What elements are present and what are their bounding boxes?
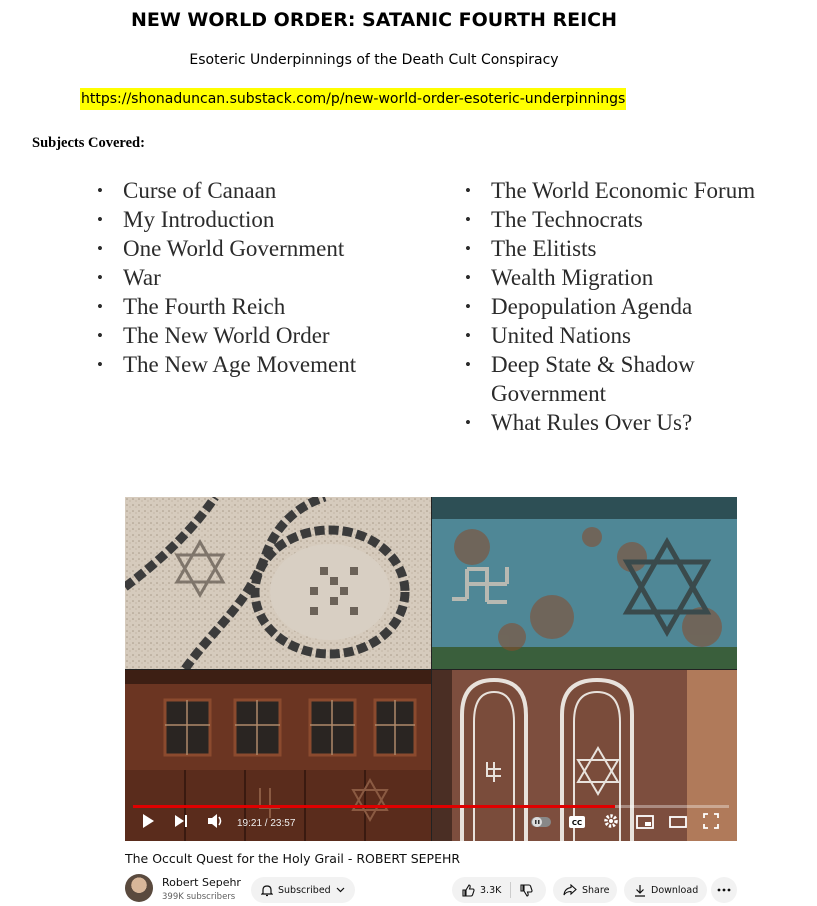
subject-item: • The Elitists bbox=[465, 234, 765, 263]
volume-icon[interactable] bbox=[207, 813, 225, 835]
captions-icon[interactable] bbox=[568, 813, 586, 835]
progress-fill bbox=[133, 805, 615, 808]
video-player[interactable] bbox=[125, 497, 737, 841]
subjects-heading: Subjects Covered: bbox=[32, 135, 145, 151]
subscriber-count: 399K subscribers bbox=[162, 892, 236, 902]
subject-item: • United Nations bbox=[465, 321, 765, 350]
subject-item: • Depopulation Agenda bbox=[465, 292, 765, 321]
download-button[interactable] bbox=[624, 877, 707, 903]
gate-thumbnail-panel bbox=[432, 497, 737, 669]
channel-name[interactable]: Robert Sepehr bbox=[162, 876, 241, 889]
time-display: 19:21 / 23:57 bbox=[237, 818, 296, 829]
autoplay-toggle[interactable] bbox=[530, 813, 552, 835]
subject-item: • Curse of Canaan bbox=[97, 176, 397, 205]
thumbs-down-icon[interactable] bbox=[520, 884, 533, 897]
thumbs-up-icon[interactable] bbox=[462, 884, 475, 897]
document-subtitle: Esoteric Underpinnings of the Death Cult Conspiracy bbox=[189, 52, 559, 68]
avatar[interactable] bbox=[125, 874, 153, 902]
subject-item: • The New World Order bbox=[97, 321, 397, 350]
subject-item: • The Technocrats bbox=[465, 205, 765, 234]
subject-item: • Wealth Migration bbox=[465, 263, 765, 292]
subject-item: • What Rules Over Us? bbox=[465, 408, 765, 437]
subscribed-label: Subscribed bbox=[278, 884, 331, 896]
article-link[interactable]: https://shonaduncan.substack.com/p/new-world-order-esoteric-underpinnings bbox=[80, 88, 626, 110]
bell-icon bbox=[261, 884, 273, 897]
video-title[interactable]: The Occult Quest for the Holy Grail - ROBERT SEPEHR bbox=[125, 851, 461, 866]
settings-icon[interactable] bbox=[603, 813, 619, 835]
play-icon[interactable] bbox=[141, 813, 155, 835]
subject-item: • My Introduction bbox=[97, 205, 397, 234]
chevron-down-icon bbox=[336, 887, 345, 893]
share-button[interactable] bbox=[553, 877, 617, 903]
like-divider bbox=[510, 882, 511, 898]
mosaic-thumbnail-panel bbox=[125, 497, 431, 669]
like-dislike-group bbox=[452, 877, 546, 903]
like-count[interactable]: 3.3K bbox=[480, 884, 502, 896]
share-icon bbox=[563, 884, 577, 896]
theater-icon[interactable] bbox=[669, 813, 687, 835]
more-button[interactable] bbox=[711, 877, 737, 903]
download-label: Download bbox=[651, 884, 699, 896]
subject-item: • The Fourth Reich bbox=[97, 292, 397, 321]
subscribed-button[interactable] bbox=[251, 877, 355, 903]
subjects-list-left bbox=[97, 176, 397, 379]
next-icon[interactable] bbox=[173, 813, 189, 835]
subject-item: • One World Government bbox=[97, 234, 397, 263]
document-title: NEW WORLD ORDER: SATANIC FOURTH REICH bbox=[130, 9, 618, 31]
subject-item: • The World Economic Forum bbox=[465, 176, 765, 205]
progress-bar[interactable] bbox=[133, 805, 729, 808]
subjects-list-right bbox=[465, 176, 765, 437]
miniplayer-icon[interactable] bbox=[636, 813, 654, 835]
svg-text:CC: CC bbox=[571, 819, 583, 827]
subject-item: • Deep State & Shadow Government bbox=[465, 350, 765, 408]
more-icon bbox=[717, 888, 731, 892]
subject-item: • The New Age Movement bbox=[97, 350, 397, 379]
fullscreen-icon[interactable] bbox=[703, 813, 719, 835]
download-icon bbox=[634, 884, 646, 897]
share-label: Share bbox=[582, 884, 610, 896]
subject-item: • War bbox=[97, 263, 397, 292]
